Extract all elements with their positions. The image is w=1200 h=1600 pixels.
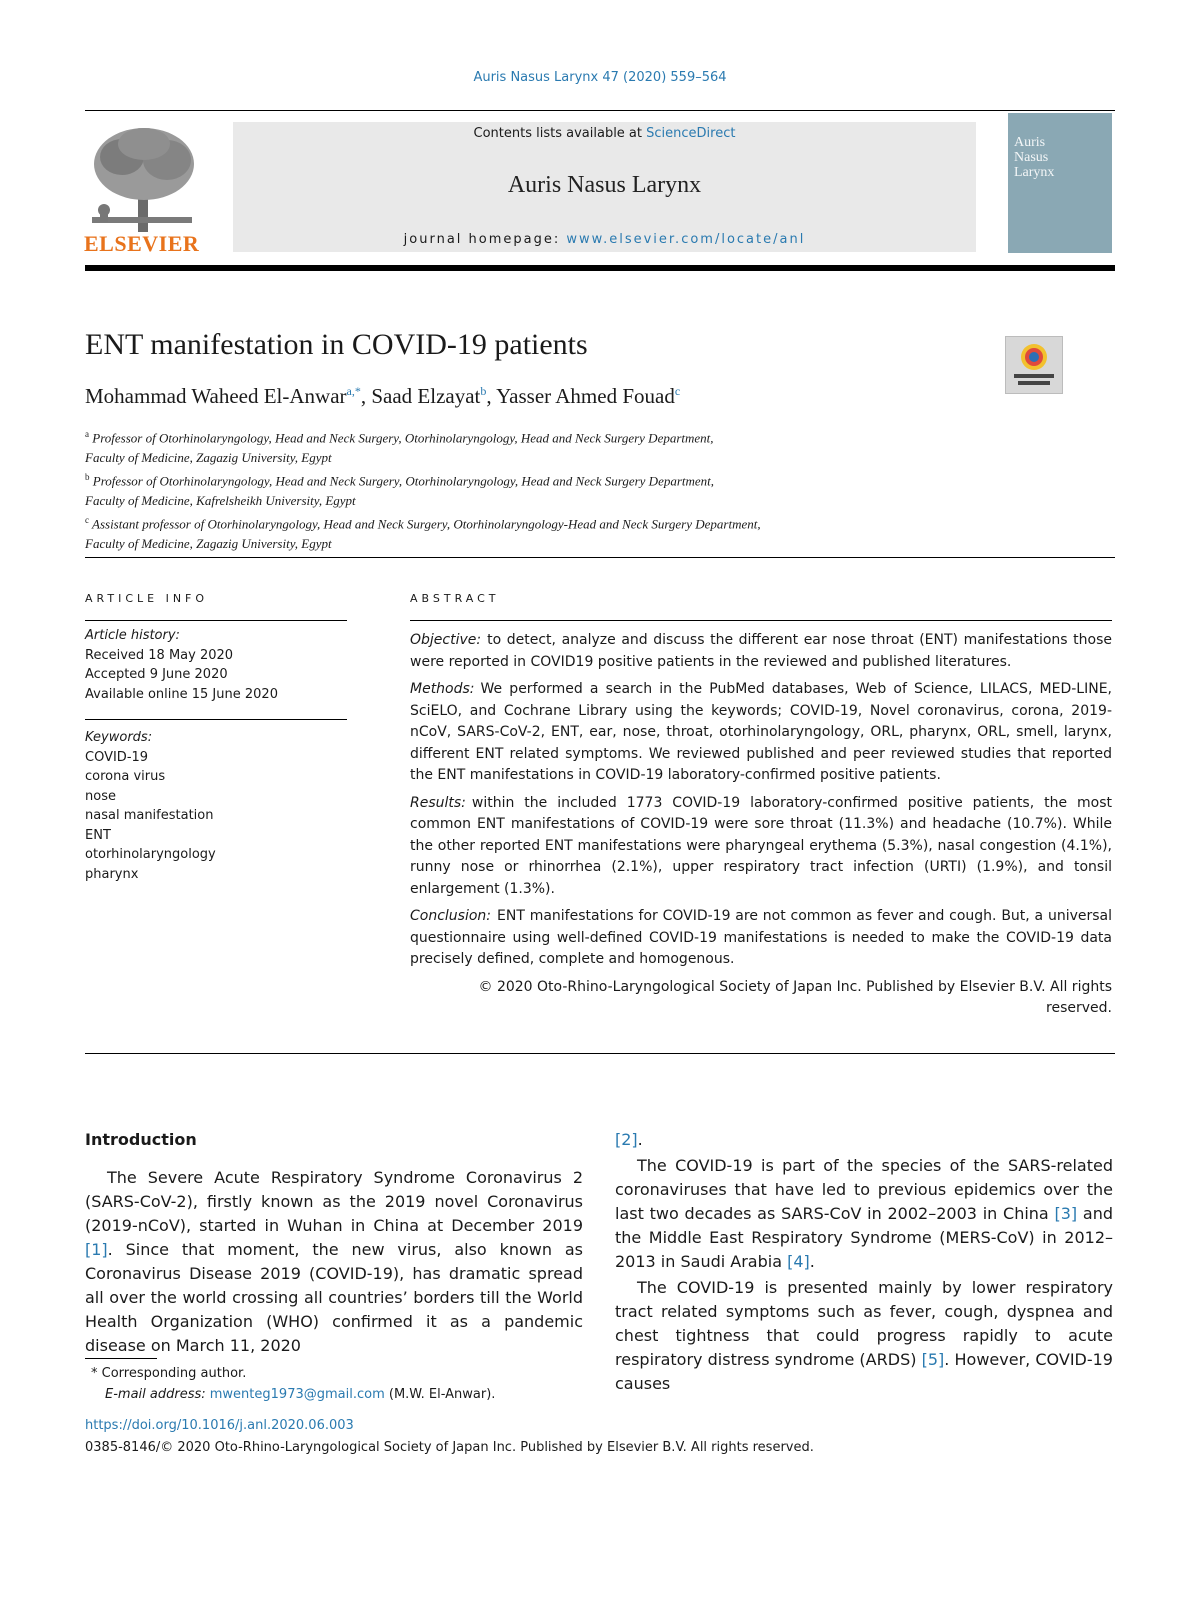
email-label: E-mail address:: [105, 1387, 210, 1402]
affiliation-line: [85, 468, 1115, 491]
reference-link[interactable]: [4]: [787, 1252, 810, 1271]
affiliation-mark: a: [85, 429, 89, 439]
abstract-methods: [410, 679, 1112, 787]
body-paragraph: [615, 1154, 1113, 1274]
history-item: Accepted 9 June 2020: [85, 667, 228, 682]
paragraph-text: .: [637, 1130, 643, 1149]
homepage-prefix: journal homepage:: [403, 232, 567, 247]
keyword-item: COVID-19: [85, 749, 149, 765]
doi-link[interactable]: https://doi.org/10.1016/j.anl.2020.06.003: [85, 1418, 354, 1433]
paragraph-text: .: [809, 1252, 815, 1271]
cover-title-line: Larynx: [1014, 165, 1055, 180]
doi-line[interactable]: [85, 1418, 354, 1433]
reference-link[interactable]: [2]: [615, 1130, 638, 1149]
paragraph-text: . However, COVID-19 causes: [615, 1350, 1113, 1393]
objective-label: Objective:: [410, 632, 482, 648]
results-text: within the included 1773 COVID-19 laboratory-confirmed positive patients, the most common ENT manifestations of COVID-19 were sore throat (11.3%) and headache (10.7%). While the other reported ENT manifestations were pharyngeal erythema (5.3%), nasal congestion (4.1%), runny nose or rhinorrhea (2.1%), upper respiratory tract infection (URTI) (1.9%), and tonsil enlargement (1.3%).: [410, 794, 1112, 897]
abstract-copyright: © 2020 Oto-Rhino-Laryngological Society of Japan Inc. Published by Elsevier B.V. All rights reserved.: [478, 978, 1112, 1016]
article-info-rule: [85, 620, 347, 621]
article-history: [85, 626, 278, 704]
cover-title-line: Nasus: [1014, 150, 1049, 165]
affiliation-rule: [85, 557, 1115, 558]
author-affiliation-mark[interactable]: c: [674, 384, 681, 398]
issn-copyright-line: 0385-8146/© 2020 Oto-Rhino-Laryngological Society of Japan Inc. Published by Elsevier B.V. All rights reserved.: [85, 1440, 814, 1455]
abstract-heading: ABSTRACT: [410, 592, 500, 605]
section-heading-introduction: Introduction: [85, 1130, 197, 1149]
abstract-results: [410, 793, 1112, 901]
author-name[interactable]: Saad Elzayat: [371, 384, 481, 408]
affiliation-line: [85, 425, 1115, 448]
keyword-item: corona virus: [85, 769, 166, 784]
reference-link[interactable]: [5]: [921, 1350, 945, 1369]
abstract-objective: [410, 630, 1112, 673]
author-list: Mohammad Waheed El-Anwar$^{a,*}$, Saad Elzayat$^b$, Yasser Ahmed Fouad$^c$: [85, 384, 681, 408]
results-label: Results:: [410, 794, 466, 811]
contents-line: [233, 126, 976, 141]
body-paragraph: [85, 1166, 583, 1358]
sciencedirect-link[interactable]: ScienceDirect: [646, 126, 736, 141]
affiliation-mark: c: [85, 514, 89, 525]
abstract-body: [410, 630, 1112, 1026]
affiliation-line: Faculty of Medicine, Kafrelsheikh University, Egypt: [85, 493, 356, 509]
affiliation-mark: b: [85, 471, 90, 482]
footnotes: [85, 1363, 495, 1405]
keyword-item: pharynx: [85, 866, 139, 882]
history-label: Article history:: [85, 628, 180, 643]
article-title: ENT manifestation in COVID-19 patients: [85, 328, 588, 361]
history-item: Received 18 May 2020: [85, 647, 234, 663]
abstract-rule: [410, 620, 1112, 621]
email-note: [85, 1384, 495, 1405]
abstract-conclusion: [410, 906, 1112, 971]
history-item: Available online 15 June 2020: [85, 686, 278, 702]
cover-title-line: Auris: [1014, 135, 1046, 150]
methods-label: Methods:: [410, 681, 475, 697]
body-paragraph-continuation: [615, 1128, 1113, 1152]
paragraph-text: The Severe Acute Respiratory Syndrome Coronavirus 2 (SARS-CoV-2), firstly known as the 2019 novel Coronavirus (2019-nCoV), started in Wuhan in China at December 2019: [85, 1168, 583, 1235]
keyword-item: nasal manifestation: [85, 808, 214, 823]
citation-link[interactable]: Auris Nasus Larynx 47 (2020) 559–564: [473, 70, 727, 85]
affiliation-line: [85, 511, 1115, 534]
cover-title: [1014, 135, 1054, 180]
author-affiliation-mark[interactable]: b: [480, 384, 487, 398]
conclusion-text: ENT manifestations for COVID-19 are not common as fever and cough. But, a universal questionnaire using well-defined COVID-19 manifestations is needed to make the COVID-19 data precisely defined, complete and homogenous.: [410, 908, 1112, 967]
journal-citation[interactable]: [0, 70, 1200, 85]
body-column-left: [85, 1128, 583, 1358]
reference-link[interactable]: [3]: [1054, 1204, 1078, 1223]
footnote-rule: [85, 1358, 157, 1359]
header-rule-thick: [85, 265, 1115, 271]
affiliation-line: Faculty of Medicine, Zagazig University, Egypt: [85, 450, 332, 466]
journal-name: Auris Nasus Larynx: [507, 172, 702, 198]
contents-prefix: Contents lists available at: [473, 126, 647, 141]
paragraph-text: . Since that moment, the new virus, also known as Coronavirus Disease 2019 (COVID-19), has dramatic spread all over the world crossing all countries’ borders till the World Health Organization (WHO) confirmed it as a pandemic disease on March 11, 2020: [85, 1240, 583, 1355]
corresponding-author-note: * Corresponding author.: [91, 1366, 247, 1381]
journal-banner: [233, 122, 976, 252]
homepage-line: [233, 232, 976, 247]
paragraph-text: The COVID-19 is presented mainly by lower respiratory tract related symptoms such as fever, cough, dyspnea and chest tightness that could progress rapidly to acute respiratory distress syndrome (ARDS): [615, 1278, 1113, 1369]
affiliation-text: Assistant professor of Otorhinolaryngology, Head and Neck Surgery, Otorhinolaryngology-Head and Neck Surgery Department,: [92, 516, 761, 532]
keyword-item: ENT: [85, 827, 111, 843]
journal-cover-image: [1008, 113, 1112, 253]
paragraph-text: and the Middle East Respiratory Syndrome (MERS-CoV) in 2012–2013 in Saudi Arabia: [615, 1204, 1114, 1271]
affiliations: [85, 425, 1115, 554]
body-column-right: [615, 1128, 1113, 1396]
affiliation-text: Professor of Otorhinolaryngology, Head and Neck Surgery, Otorhinolaryngology, Head and Neck Surgery Department,: [92, 430, 714, 446]
author-name[interactable]: Mohammad Waheed El-Anwar: [85, 384, 347, 408]
affiliation-text: Professor of Otorhinolaryngology, Head and Neck Surgery, Otorhinolaryngology, Head and Neck Surgery Department,: [92, 473, 715, 489]
article-info-heading: ARTICLE INFO: [85, 592, 209, 605]
keyword-item: otorhinolaryngology: [85, 847, 216, 862]
paragraph-text: The COVID-19 is part of the species of the SARS-related coronaviruses that have led to previous epidemics over the last two decades as SARS-CoV in 2002–2003 in China: [615, 1156, 1113, 1223]
keyword-item: nose: [85, 788, 116, 804]
author-name[interactable]: Yasser Ahmed Fouad: [496, 384, 675, 408]
email-suffix: (M.W. El-Anwar).: [384, 1387, 496, 1402]
abstract-bottom-rule: [85, 1053, 1115, 1054]
check-for-updates-icon[interactable]: [1005, 336, 1063, 394]
keywords-label: Keywords:: [85, 730, 153, 745]
author-affiliation-mark[interactable]: a,*: [346, 384, 361, 398]
reference-link[interactable]: [1]: [85, 1240, 108, 1259]
publisher-wordmark: ELSEVIER: [84, 231, 200, 256]
affiliation-line: Faculty of Medicine, Zagazig University, Egypt: [85, 535, 332, 551]
conclusion-label: Conclusion:: [410, 908, 492, 924]
header-rule-top: [85, 110, 1115, 111]
homepage-link[interactable]: www.elsevier.com/locate/anl: [566, 232, 806, 247]
body-paragraph: [615, 1276, 1113, 1396]
keywords-rule: [85, 719, 347, 720]
keywords-block: [85, 728, 216, 884]
methods-text: We performed a search in the PubMed databases, Web of Science, LILACS, MED-LINE, SciELO, and Cochrane Library using the keywords; COVID-19, Novel coronavirus, corona, 2019-nCoV, SARS-CoV-2, ENT, ear, nose, throat, otorhinolaryngology, ORL, pharynx, ORL, smell, larynx, different ENT related symptoms. We reviewed published and peer reviewed studies that reported the ENT manifestations in COVID-19 laboratory-confirmed positive patients.: [410, 681, 1112, 783]
email-link[interactable]: mwenteg1973@gmail.com: [209, 1387, 385, 1402]
objective-text: to detect, analyze and discuss the different ear nose throat (ENT) manifestations those were reported in COVID19 positive patients in the reviewed and published literatures.: [410, 632, 1112, 670]
